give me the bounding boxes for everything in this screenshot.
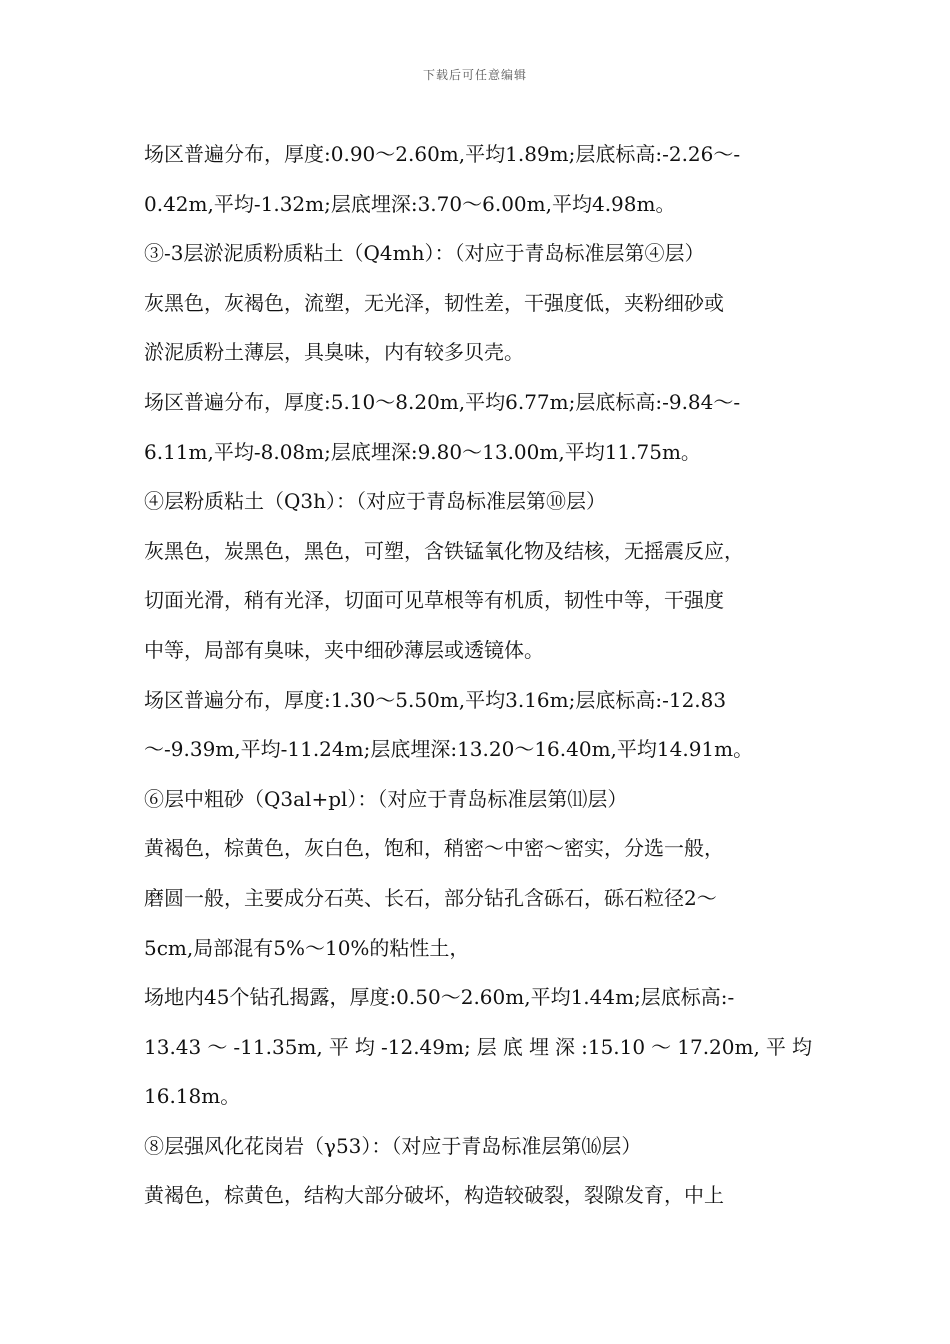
text-line: 场区普遍分布，厚度:0.90～2.60m,平均1.89m;层底标高:-2.26～- (144, 142, 741, 166)
text-line: 黄褐色，棕黄色，灰白色，饱和，稍密～中密～密实，分选一般， (144, 836, 724, 861)
text-line: 16.18m。 (144, 1084, 241, 1109)
document-body (144, 130, 812, 1221)
text-line: 切面光滑，稍有光泽，切面可见草根等有机质，韧性中等，干强度 (144, 588, 724, 613)
text-line: 6.11m,平均-8.08m;层底埋深:9.80～13.00m,平均11.75m。 (144, 439, 701, 464)
text-line: 5cm,局部混有5%～10%的粘性土， (144, 935, 470, 960)
text-line: 磨圆一般，主要成分石英、长石，部分钻孔含砾石，砾石粒径2～ (144, 885, 717, 910)
text-line: 场区普遍分布，厚度:5.10～8.20m,平均6.77m;层底标高:-9.84～- (144, 389, 741, 414)
section-heading: ③-3层淤泥质粉质粘土（Q4mh）：（对应于青岛标准层第④层） (144, 241, 705, 266)
text-line: 中等，局部有臭味，夹中细砂薄层或透镜体。 (144, 637, 544, 662)
text-line: 场区普遍分布，厚度:1.30～5.50m,平均3.16m;层底标高:-12.83 (144, 687, 727, 712)
text-line: 灰黑色，灰褐色，流塑，无光泽，韧性差，干强度低，夹粉细砂或 (144, 290, 724, 315)
text-line: 13.43～-11.35m,平均-12.49m;层底埋深:15.10～17.20m,平均 (144, 1034, 812, 1059)
section-heading: ⑥层中粗砂（Q3al+pl）：（对应于青岛标准层第⑾层） (144, 786, 628, 811)
text-line: 灰黑色，炭黑色，黑色，可塑，含铁锰氧化物及结核，无摇震反应， (144, 538, 744, 563)
text-line: 0.42m,平均-1.32m;层底埋深:3.70～6.00m,平均4.98m。 (144, 191, 676, 216)
section-heading: ⑧层强风化花岗岩（γ53）：（对应于青岛标准层第⒃层） (144, 1133, 642, 1158)
text-line: 黄褐色，棕黄色，结构大部分破坏，构造较破裂，裂隙发育，中上 (144, 1183, 724, 1208)
page-header: 下载后可任意编辑 (422, 68, 527, 82)
text-line: ～-9.39m,平均-11.24m;层底埋深:13.20～16.40m,平均14.91m。 (144, 737, 754, 762)
text-line: 场地内45个钻孔揭露，厚度:0.50～2.60m,平均1.44m;层底标高:- (144, 985, 735, 1010)
section-heading: ④层粉质粘土（Q3h）：（对应于青岛标准层第⑩层） (144, 489, 607, 514)
text-line: 淤泥质粉土薄层，具臭味，内有较多贝壳。 (144, 340, 524, 365)
